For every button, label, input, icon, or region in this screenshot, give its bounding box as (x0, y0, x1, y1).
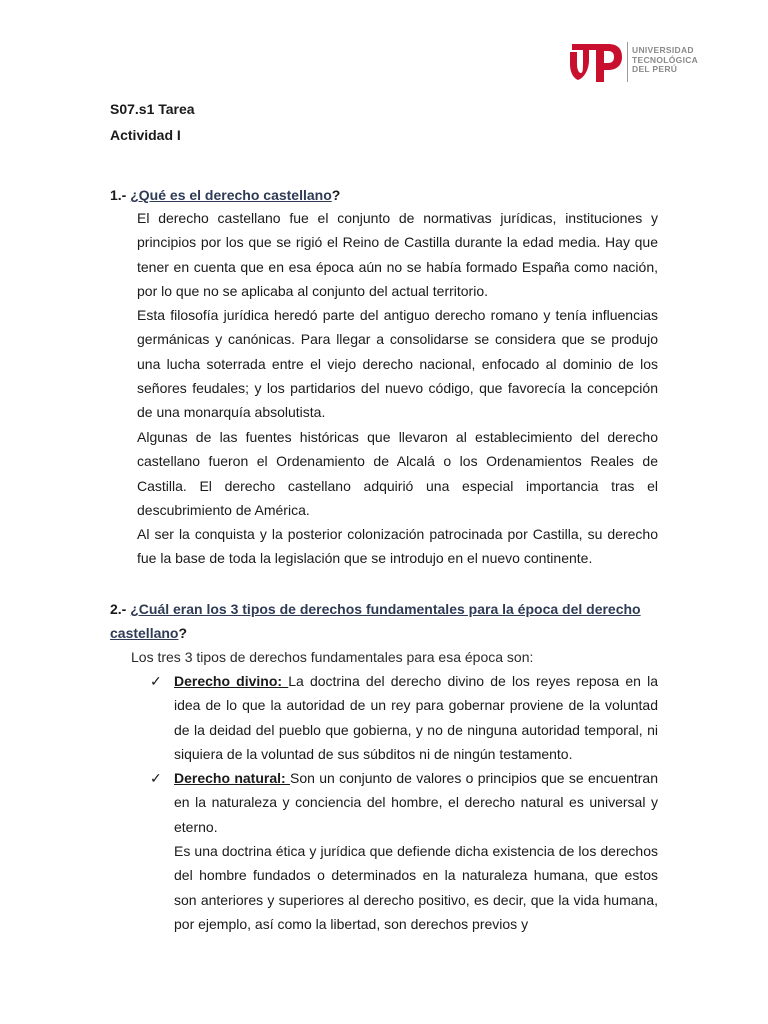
utp-logo-icon (568, 40, 624, 84)
question-2-text-2: castellano (110, 625, 179, 641)
answer-2-intro: Los tres 3 tipos de derechos fundamentales para esa época son: (131, 649, 534, 665)
logo-wordmark (632, 46, 698, 75)
question-2-text-1: ¿Cuál eran los 3 tipos de derechos fundamentales para la época del derecho (130, 601, 641, 617)
question-2-number: 2.- (110, 601, 131, 617)
question-2-title-line-1 (110, 601, 641, 617)
checkmark-icon: ✓ (150, 673, 162, 689)
logo-line-3: DEL PERÚ (632, 64, 678, 75)
answer-1-paragraph-2: Esta filosofía jurídica heredó parte del antiguo derecho romano y tenía influencias germánicas y canónicas. Para llegar a consolidarse se considera que se produjo una lucha soterrada entre el viejo derecho nacional, enfocado al dominio de los señores feudales; y los partidarios del nuevo código, que favorecía la concepción de una monarquía absolutista. (137, 307, 658, 421)
checkmark-icon: ✓ (150, 770, 162, 786)
answer-1-paragraph-4: Al ser la conquista y la posterior colonización patrocinada por Castilla, su derecho fue la base de toda la legislación que se introdujo en el nuevo continente. (137, 526, 658, 567)
list-item-derecho-divino (174, 669, 658, 766)
term-derecho-divino: Derecho divino: (174, 673, 289, 689)
question-1-text: ¿Qué es el derecho castellano (130, 187, 332, 203)
question-1-number: 1.- (110, 187, 131, 203)
logo-line-2: TECNOLÓGICA (632, 54, 699, 65)
definition-derecho-divino: La doctrina del derecho divino de los reyes reposa en la idea de lo que la autoridad de un rey para gobernar proviene de la voluntad de la deidad del pueblo que gobierna, y no de ninguna autoridad temporal, ni siquiera de la voluntad de sus súbditos ni de ningún testamento. (174, 673, 658, 762)
task-heading: S07.s1 Tarea (110, 101, 195, 117)
question-1-title (110, 187, 340, 203)
question-1-mark: ? (331, 187, 341, 203)
definition-derecho-natural: Son un conjunto de valores o principios que se encuentran en la naturaleza y conciencia del hombre, el derecho natural es universal y eterno. (174, 770, 659, 835)
activity-heading: Actividad I (110, 127, 181, 143)
answer-1-paragraph-3: Algunas de las fuentes históricas que llevaron al establecimiento del derecho castellano fueron el Ordenamiento de Alcalá o los Ordenamientos Reales de Castilla. El derecho castellano adquirió una especial importancia tras el descubrimiento de América. (137, 429, 658, 518)
question-2-title-line-2 (110, 625, 187, 641)
logo-divider (627, 42, 628, 82)
university-logo (568, 40, 708, 86)
answer-1-paragraph-1: El derecho castellano fue el conjunto de normativas jurídicas, instituciones y principios por los que se rigió el Reino de Castilla durante la edad media. Hay que tener en cuenta que en esa época aún no se había formado España como nación, por lo que no se aplicaba al conjunto del actual territorio. (137, 210, 658, 299)
question-2-mark: ? (178, 625, 188, 641)
list-item-derecho-natural (174, 766, 658, 839)
derecho-natural-extra-paragraph: Es una doctrina ética y jurídica que defiende dicha existencia de los derechos del hombre fundados o determinados en la naturaleza humana, que estos son anteriores y superiores al derecho positivo, es decir, que la vida humana, por ejemplo, así como la libertad, son derechos previos y (174, 843, 658, 932)
term-derecho-natural: Derecho natural: (174, 770, 290, 786)
logo-line-1: UNIVERSIDAD (632, 45, 694, 55)
